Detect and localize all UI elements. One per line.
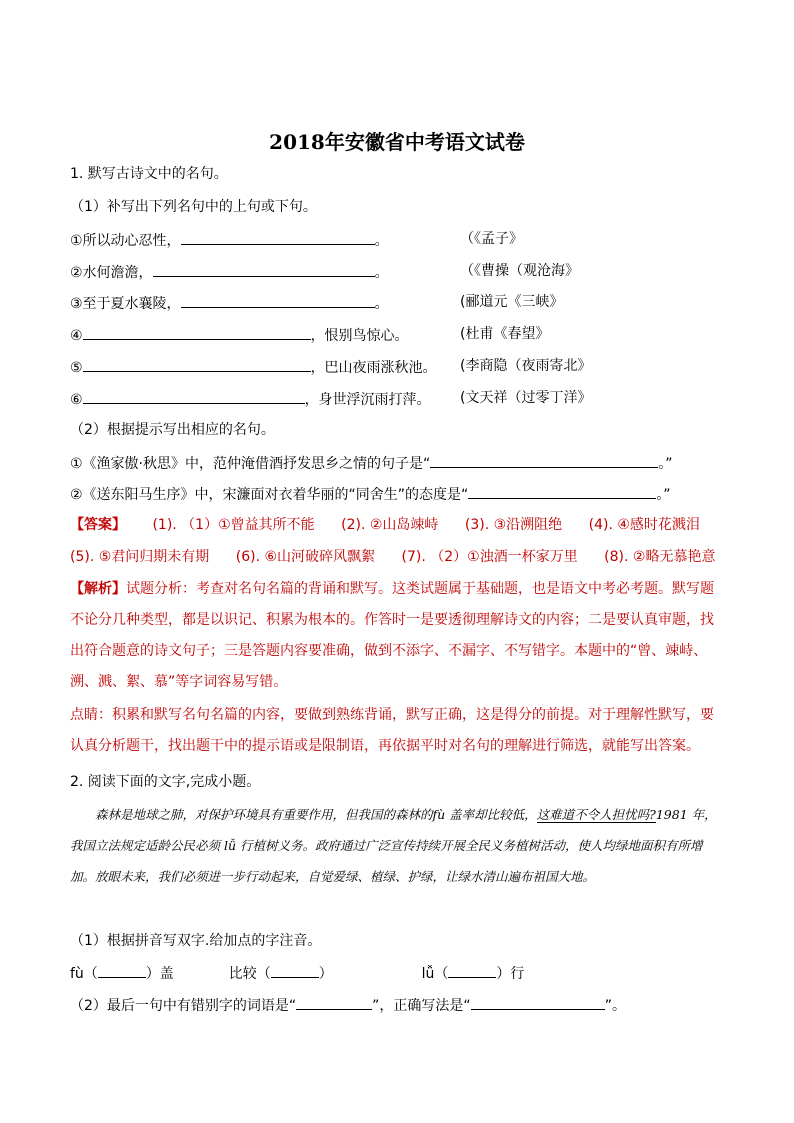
tip-text: 积累和默写名句名篇的内容，要做到熟练背诵，默写正确，这是得分的前提。对于理解性默写，要认真分析题干，找出题干中的提示语或是限制语，再依据平时对名句的理解进行筛选，就能写出答案。	[70, 707, 714, 754]
prompt-line-2	[70, 483, 671, 505]
answer-blank[interactable]	[430, 452, 658, 468]
line-text: ②水何澹澹，	[70, 265, 153, 281]
line-text: ，恨别鸟惊心。	[310, 328, 409, 344]
answer-item: (3). ③沿溯阻绝	[464, 517, 563, 533]
answer-blank[interactable]	[271, 962, 319, 978]
analysis-text: 试题分析：考查对名句名篇的背诵和默写。这类试题属于基础题，也是语文中考必考题。默写题不论分几种类型，都是以识记、积累为根本的。作答时一是要透彻理解诗文的内容；二是要认真审题，找出符合题意的诗文句子；三是答题内容要准确，做到不添字、不漏字、不写错字。本题中的“曾、竦峙、溯、溅、絮、慕”等字词容易写错。	[70, 581, 714, 690]
poem-source-1: （《孟子》	[460, 231, 523, 247]
question-2-heading: 2. 阅读下面的文字,完成小题。	[70, 774, 261, 790]
answer-tag: 【答案】	[70, 517, 126, 533]
question-2-part-2	[70, 994, 626, 1016]
tip-paragraph	[70, 700, 720, 762]
pinyin-label: ）行	[496, 966, 525, 982]
answer-item: (2). ②山岛竦峙	[341, 517, 439, 533]
pinyin-label: 比较（	[228, 966, 271, 982]
question-1-part-2-heading: （2）根据提示写出相应的名句。	[70, 422, 275, 438]
pinyin-label: fù（	[70, 966, 98, 982]
answer-blank[interactable]	[468, 483, 656, 499]
passage-underlined-text: 这难道不令人担忧吗?	[536, 807, 656, 822]
line-text: ①《渔家傲·秋思》中，范仲淹借酒抒发思乡之情的句子是“	[70, 456, 431, 472]
poem-source-4: (杜甫《春望》	[460, 326, 550, 342]
answer-blank[interactable]	[181, 229, 375, 245]
poem-source-6: (文天祥（过零丁洋》	[460, 390, 592, 406]
line-text: ，身世浮沉雨打萍。	[304, 392, 431, 408]
answer-item: (4). ④感时花溅泪	[588, 517, 700, 533]
page-title: 2018年安徽省中考语文试卷	[269, 130, 525, 154]
analysis-paragraph	[70, 574, 720, 698]
answer-blank[interactable]	[181, 292, 375, 308]
answer-blank[interactable]	[83, 324, 311, 340]
answer-row-2	[70, 547, 737, 567]
poem-line-4	[70, 324, 409, 346]
poem-source-3: (郦道元《三峡》	[460, 294, 564, 310]
line-text: 。	[374, 233, 389, 249]
line-text: ”。	[604, 998, 626, 1014]
answer-item: (6). ⑥山河破碎风飘絮	[235, 549, 376, 565]
passage-text: 1981 年，我国立法规定适龄公民必须 lǚ 行植树义务。政府通过广泛宣传持续开展全民义务植树活动，使人均绿地面积有所增加。放眼未来，我们必须进一步行动起来，自觉爱绿、植绿、护绿，让绿水清山遍布祖国大地。	[70, 807, 717, 884]
question-1-part-1-heading: （1）补写出下列名句中的上句或下句。	[70, 199, 317, 215]
line-text: ①所以动心忍性，	[70, 233, 181, 249]
answer-item: (7). （2）①浊酒一杯家万里	[401, 549, 578, 565]
prompt-line-1	[70, 452, 673, 474]
line-text: ⑥	[70, 392, 83, 408]
line-text: ③至于夏水襄陵，	[70, 296, 181, 312]
line-text: ”，正确写法是“	[372, 998, 471, 1014]
line-text: ，巴山夜雨涨秋池。	[310, 360, 437, 376]
poem-line-3	[70, 292, 389, 314]
answer-row-1	[70, 515, 722, 535]
line-text: （2）最后一句中有错别字的词语是“	[70, 998, 297, 1014]
reading-passage	[70, 799, 726, 892]
answer-blank[interactable]	[471, 994, 605, 1010]
pinyin-label: ）	[318, 966, 333, 982]
answer-item: (5). ⑤君问归期未有期	[70, 549, 210, 565]
answer-blank[interactable]	[83, 356, 311, 372]
poem-line-1	[70, 229, 389, 251]
answer-blank[interactable]	[83, 388, 305, 404]
answer-blank[interactable]	[98, 962, 146, 978]
answer-item: (8). ②略无慕艳意	[604, 549, 716, 565]
pinyin-label: lǚ（	[421, 966, 449, 982]
pinyin-row	[70, 962, 524, 984]
answer-blank[interactable]	[153, 261, 375, 277]
tip-tag: 点睛：	[70, 707, 112, 723]
line-text: 。	[374, 296, 389, 312]
line-text: ②《送东阳马生序》中，宋濂面对衣着华丽的“同舍生”的态度是“	[70, 487, 469, 503]
poem-line-6	[70, 388, 431, 410]
analysis-tag: 【解析】	[70, 581, 126, 597]
line-text: ⑤	[70, 360, 83, 376]
answer-blank[interactable]	[296, 994, 372, 1010]
pinyin-label: ）盖	[145, 966, 174, 982]
passage-text: 森林是地球之肺，对保护环境具有重要作用，但我国的森林的fù 盖率却比较低，	[95, 807, 537, 822]
line-text: 。”	[656, 487, 671, 503]
line-text: 。	[374, 265, 389, 281]
poem-line-2	[70, 261, 389, 283]
poem-line-5	[70, 356, 437, 378]
line-text: 。”	[658, 456, 673, 472]
line-text: ④	[70, 328, 83, 344]
answer-blank[interactable]	[448, 962, 496, 978]
poem-source-5: (李商隐（夜雨寄北》	[460, 358, 592, 374]
poem-source-2: （《曹操（观沧海》	[460, 263, 579, 279]
question-1-heading: 1. 默写古诗文中的名句。	[70, 166, 228, 182]
question-2-part-1: （1）根据拼音写双字.给加点的字注音。	[70, 933, 322, 949]
answer-item: (1). （1）①曾益其所不能	[152, 517, 315, 533]
